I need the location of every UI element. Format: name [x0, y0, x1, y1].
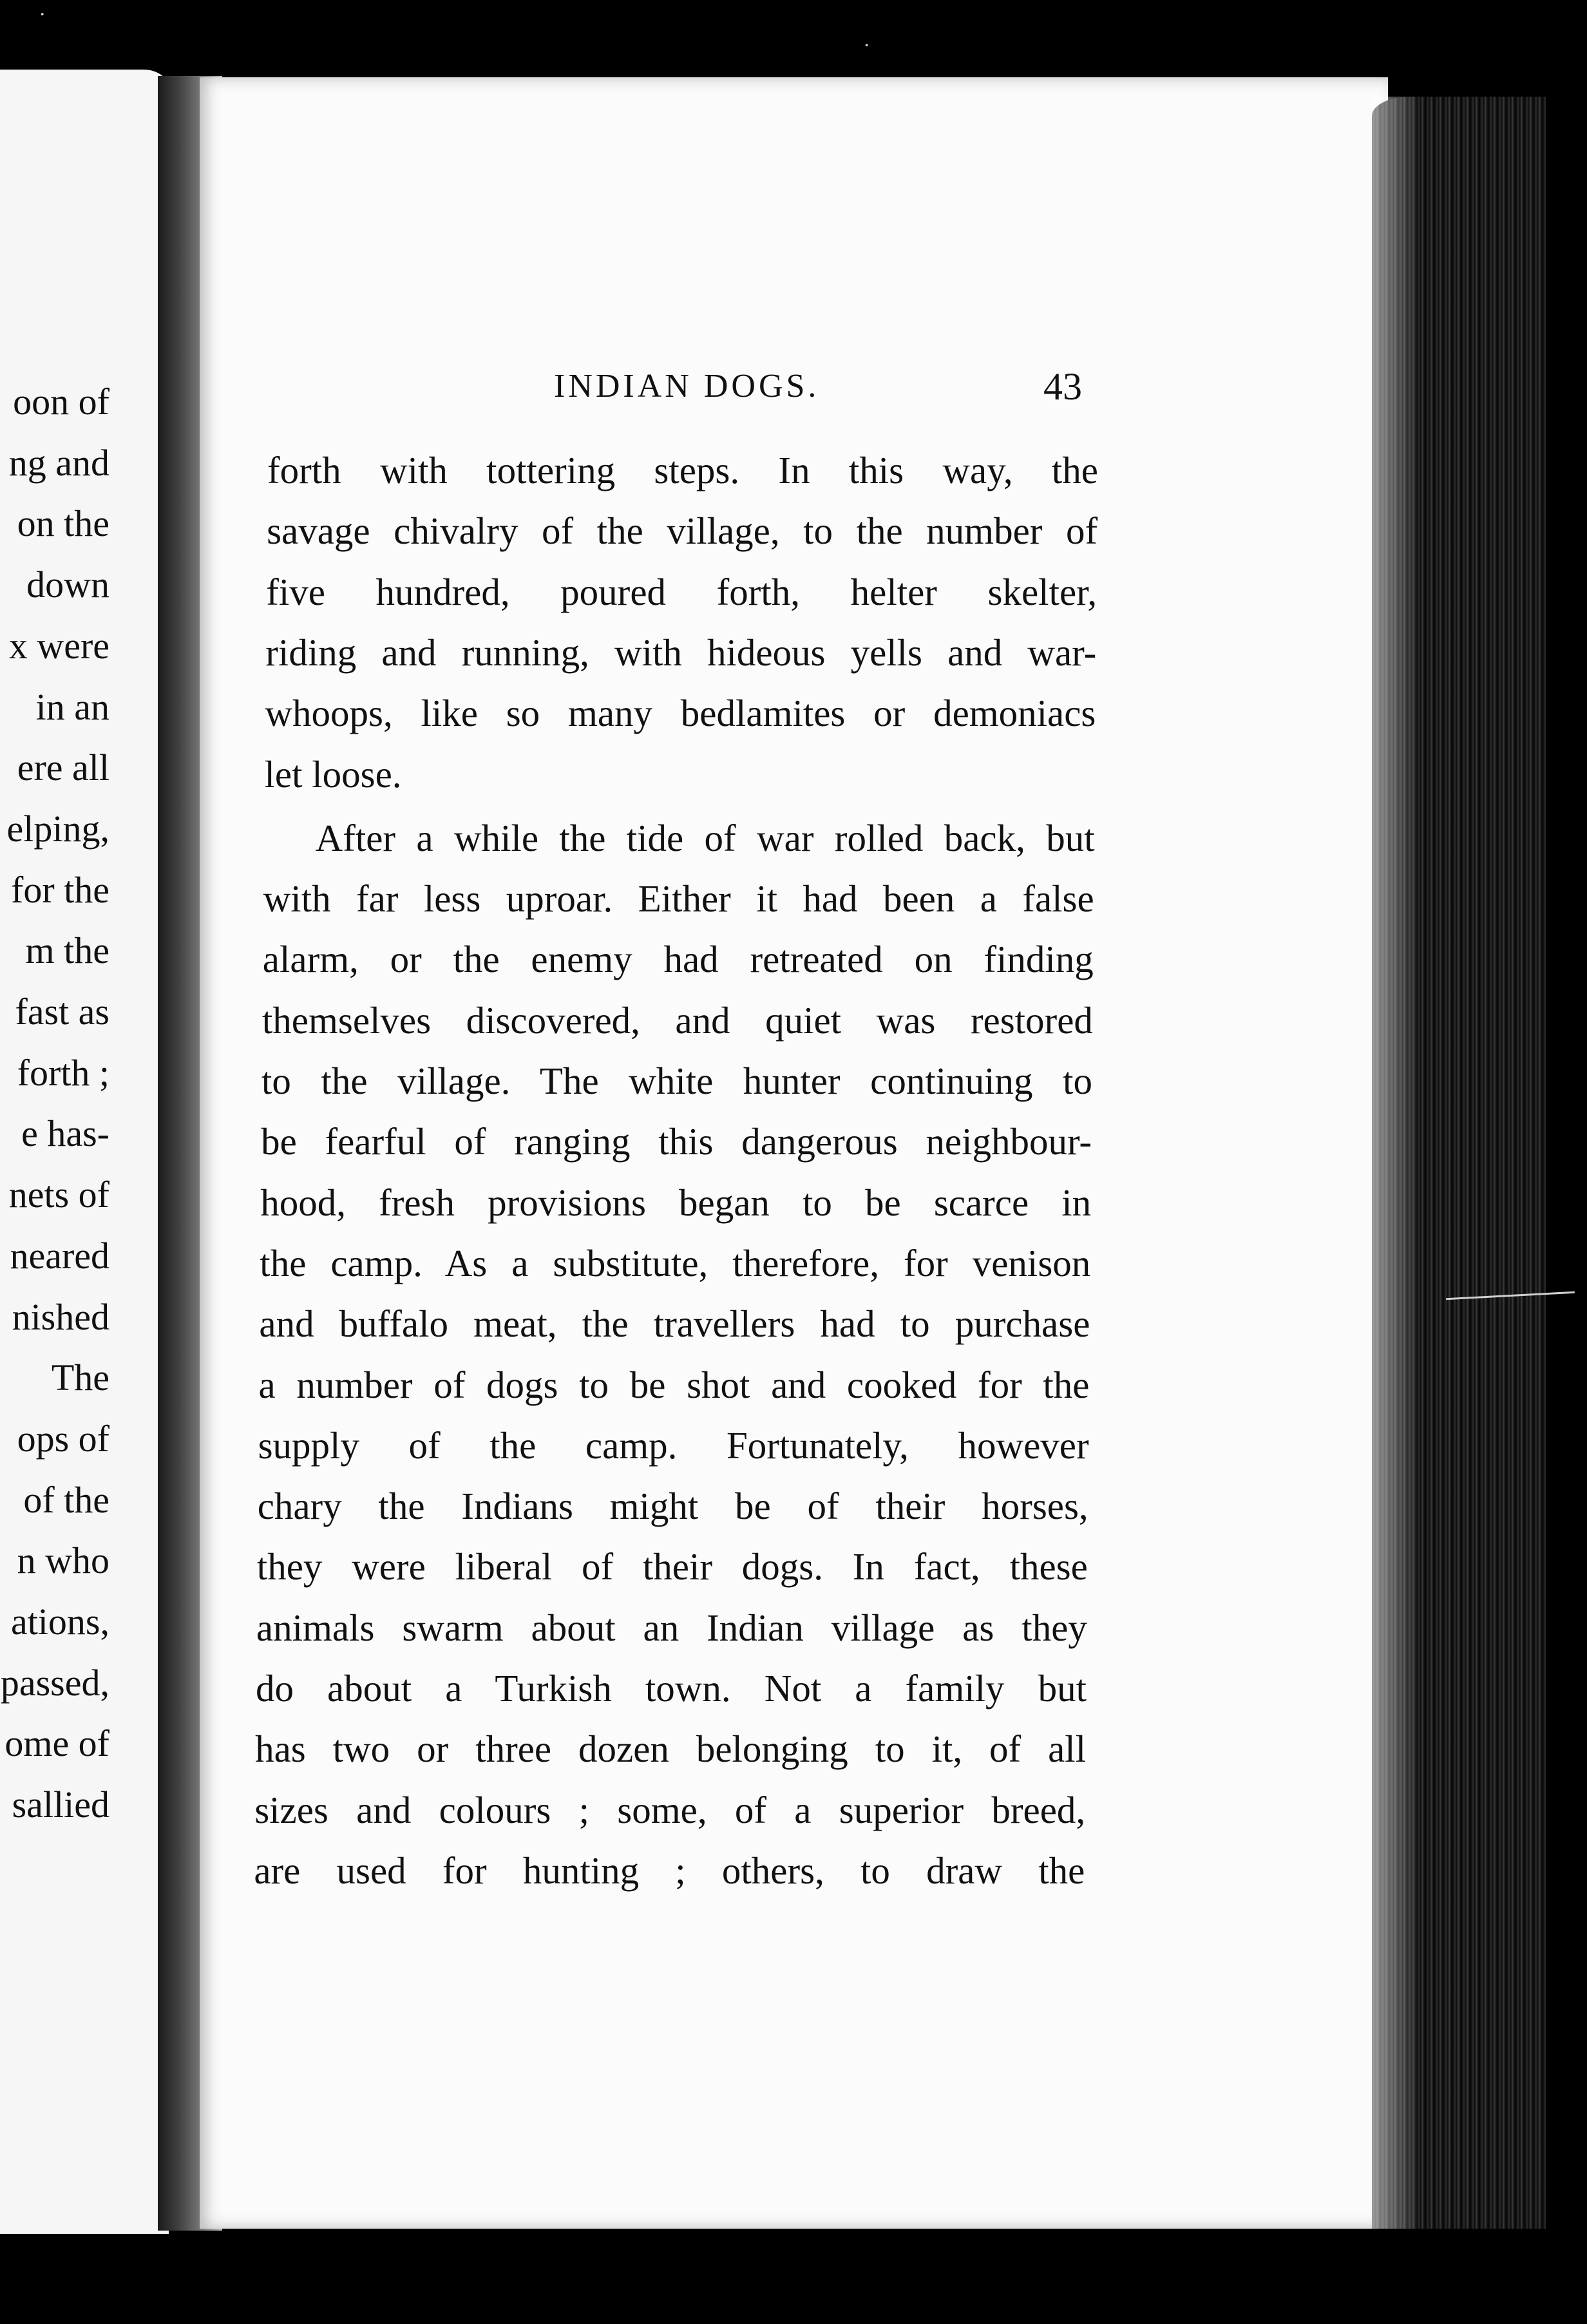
text-line: sizes and colours ; some, of a superior breed, — [254, 1788, 1086, 1831]
facing-page-line: sallied — [12, 1784, 109, 1826]
facing-page — [0, 70, 169, 2234]
scan-speck: · — [39, 3, 46, 26]
text-line: they were liberal of their dogs. In fact, these — [256, 1545, 1088, 1588]
scan-speck: · — [863, 33, 871, 57]
page-fore-edge-highlight — [1372, 97, 1417, 2229]
facing-page-line: ng and — [8, 441, 109, 484]
facing-page-line: nished — [12, 1295, 109, 1338]
facing-page-line: fast as — [15, 991, 109, 1033]
text-line: are used for hunting ; others, to draw the — [254, 1849, 1085, 1892]
facing-page-line: forth ; — [17, 1051, 109, 1094]
text-line: chary the Indians might be of their horses, — [257, 1485, 1088, 1528]
facing-page-line: elping, — [6, 807, 109, 850]
text-line: with far less uproar. Either it had been a false — [263, 877, 1094, 920]
text-line: hood, fresh provisions began to be scarce in — [260, 1181, 1092, 1224]
facing-page-line: x were — [8, 624, 109, 667]
facing-page-line: of the — [23, 1478, 109, 1521]
text-line: the camp. As a substitute, therefore, for venison — [260, 1241, 1091, 1284]
text-line: to the village. The white hunter continuing to — [261, 1060, 1092, 1102]
facing-page-line: oon of — [13, 381, 109, 423]
text-line: be fearful of ranging this dangerous neighbour- — [261, 1120, 1092, 1163]
facing-page-line: e has- — [21, 1112, 109, 1155]
text-line: whoops, like so many bedlamites or demoniacs — [265, 692, 1096, 735]
facing-page-line: ations, — [10, 1601, 109, 1643]
facing-page-line: on the — [17, 502, 109, 545]
text-line: animals swarm about an Indian village as they — [256, 1606, 1087, 1649]
facing-page-line: down — [26, 564, 109, 606]
facing-page-line: The — [51, 1357, 109, 1399]
text-line: forth with tottering steps. In this way, the — [267, 449, 1098, 491]
text-line: alarm, or the enemy had retreated on finding — [262, 938, 1094, 981]
text-line: supply of the camp. Fortunately, however — [258, 1424, 1089, 1467]
text-line: After a while the tide of war rolled back, but — [315, 816, 1095, 859]
facing-page-line: ome of — [5, 1722, 109, 1765]
facing-page-line: nets of — [8, 1174, 109, 1216]
text-line: five hundred, poured forth, helter skelter, — [266, 570, 1098, 613]
page-number: 43 — [1043, 365, 1082, 408]
facing-page-line: ere all — [17, 747, 109, 789]
facing-page-line: for the — [11, 868, 109, 911]
text-line: a number of dogs to be shot and cooked for the — [258, 1363, 1090, 1406]
text-line: and buffalo meat, the travellers had to purchase — [259, 1302, 1090, 1346]
facing-page-line: ops of — [17, 1417, 109, 1460]
text-line: themselves discovered, and quiet was restored — [261, 998, 1093, 1042]
facing-page-line: neared — [10, 1234, 109, 1277]
text-line: has two or three dozen belonging to it, of all — [255, 1728, 1087, 1771]
text-line: riding and running, with hideous yells and war- — [265, 631, 1097, 674]
facing-page-line: in an — [35, 685, 109, 728]
running-head: INDIAN DOGS. — [554, 368, 820, 405]
facing-page-line: n who — [17, 1539, 109, 1582]
facing-page-line: m the — [25, 929, 109, 972]
text-line: let loose. — [264, 752, 402, 795]
text-line: do about a Turkish town. Not a family but — [256, 1667, 1087, 1710]
text-line: savage chivalry of the village, to the number of — [267, 510, 1098, 553]
facing-page-line: passed, — [0, 1661, 109, 1704]
